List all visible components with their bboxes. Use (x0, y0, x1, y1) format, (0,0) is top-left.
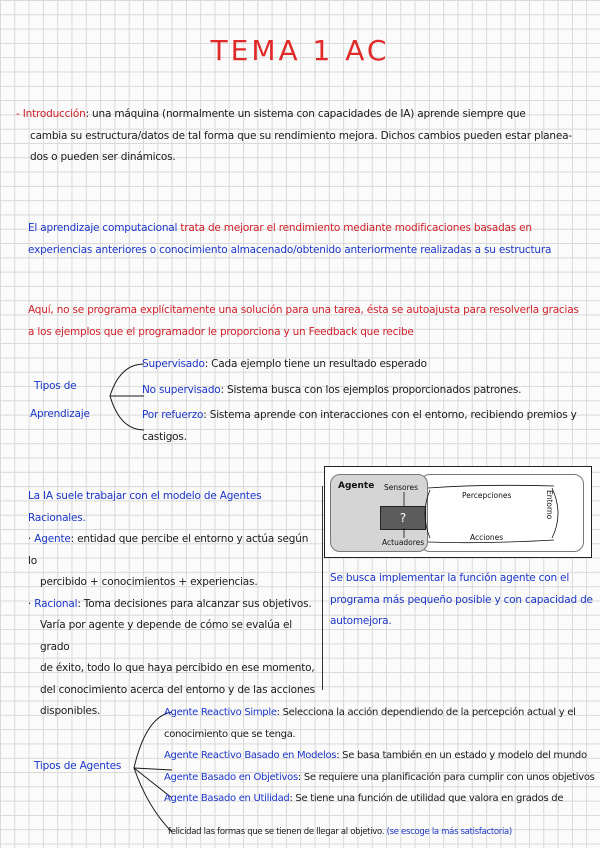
diagram-actions-label: Acciones (470, 533, 504, 542)
agent-type-utility (164, 788, 600, 810)
agent-type-name: Agente Basado en Utilidad (164, 793, 290, 804)
agents-intro: La IA suele trabajar con el modelo de Agentes Racionales. (28, 490, 262, 524)
diagram-agent-label: Agente (338, 481, 375, 491)
rational-line-5: disponibles. (40, 705, 101, 717)
agent-type-desc: : Se requiere una planificación para cumplir con unos objetivos (297, 771, 595, 783)
diagram-actuators-label: Actuadores (382, 538, 425, 547)
agent-def-line-1: · Agente: entidad que percibe el entorno y actúa según lo (28, 533, 309, 567)
learning-type-desc: : Cada ejemplo tiene un resultado esperado (204, 358, 427, 370)
agent-def-text: : entidad que percibe el entorno y actúa según lo (28, 533, 309, 567)
learning-types-brace (106, 360, 146, 436)
agent-type-name: Agente Reactivo Simple (164, 707, 277, 718)
agent-type-desc: : Se tiene una función de utilidad que valora en grados de (289, 793, 564, 804)
intro-line-3: dos o pueden ser dinámicos. (30, 151, 176, 163)
agent-type-utility-cont (168, 826, 512, 838)
learning-paragraph (28, 218, 598, 261)
agent-type-simple-cont: conocimiento que se tenga. (164, 728, 296, 740)
here-feedback: Feedback (308, 325, 358, 338)
learning-type-desc: : Sistema busca con los ejemplos proporcionados patrones. (220, 383, 522, 396)
diagram-environment-label: Entorno (545, 490, 554, 520)
intro-line-1-text: : una máquina (normalmente un sistema con capacidades de IA) aprende siempre que (85, 108, 526, 120)
action-arrow (428, 540, 554, 543)
agent-type-name: Agente Reactivo Basado en Modelos (164, 750, 337, 761)
env-edge-curve (552, 488, 558, 538)
learning-type-reinforcement (142, 405, 598, 427)
agent-type-goal (164, 767, 600, 789)
learning-type-supervised (142, 354, 598, 376)
agent-types-list (164, 702, 600, 810)
intro-line-2: cambia su estructura/datos de tal forma que su rendimiento mejora. Dichos cambios pueden estar planea- (30, 129, 572, 142)
learning-types-label-1: Tipos de (34, 380, 77, 392)
learning-line-1-c: modificaciones basadas en (394, 222, 532, 234)
rational-def-text: : Toma decisiones para alcanzar sus objetivos. (77, 597, 312, 610)
learning-term: El aprendizaje computacional (28, 222, 178, 234)
agent-edge-curve (425, 490, 430, 538)
learning-types-list (142, 354, 598, 448)
agent-function-box: ? (380, 506, 426, 530)
learning-type-name: Supervisado (142, 358, 205, 370)
rational-term: Racional (34, 597, 78, 610)
here-line-1: Aquí, no se programa explícitamente una solución para una tarea, ésta se autoajusta para resolverla gracias (28, 304, 579, 316)
learning-type-name: No supervisado (142, 383, 221, 396)
function-note-line-2: programa más pequeño posible y con capacidad de (330, 593, 593, 606)
utility-cont-note: (se escoge la más satisfactoria) (386, 827, 512, 837)
here-line-2-a: a los ejemplos que el programador le proporciona y un (28, 325, 306, 338)
rational-line-4: del conocimiento acerca del entorno y de las acciones (40, 683, 315, 696)
rational-line-1: · Racional: Toma decisiones para alcanzar sus objetivos. (28, 597, 312, 610)
agent-term: Agente (34, 533, 71, 545)
agent-type-model (164, 745, 600, 767)
diagram-arrows (324, 466, 590, 556)
agent-type-simple (164, 702, 600, 724)
agent-type-name: Agente Basado en Objetivos (164, 771, 298, 783)
brace-curve (110, 364, 144, 430)
perception-arrow (428, 485, 554, 488)
agent-types-label: Tipos de Agentes (34, 760, 122, 772)
learning-line-2-a: experiencias anteriores o conocimiento almacenado/obtenido anteriormente (28, 243, 418, 256)
learning-line-2 (28, 240, 598, 262)
column-divider (322, 486, 323, 690)
here-line-2-c: que recibe (360, 325, 414, 338)
intro-heading: - Introducción (16, 108, 86, 120)
learning-type-desc: : Sistema aprende con interacciones con el entorno, recibiendo premios y (203, 409, 577, 421)
agent-def-line-2: percibido + conocimientos + experiencias. (40, 576, 258, 588)
learning-types-label-2: Aprendizaje (30, 408, 90, 420)
learning-type-reinforcement-cont: castigos. (142, 430, 187, 443)
intro-line-1 (16, 104, 596, 126)
intro-paragraph (16, 104, 596, 169)
learning-type-name: Por refuerzo (142, 409, 204, 421)
function-note-line-3: automejora. (330, 615, 392, 627)
diagram-sensors-label: Sensores (384, 483, 419, 492)
function-note-line-1: Se busca implementar la función agente con el (330, 572, 570, 584)
learning-line-1-b: trata de mejorar el rendimiento mediante (180, 222, 392, 234)
here-line-2 (28, 322, 598, 344)
rational-line-2: Varía por agente y depende de cómo se evalúa el grado (40, 619, 292, 653)
utility-cont-text: felicidad las formas que se tienen de llegar al objetivo. (168, 827, 385, 837)
learning-line-2-b: realizadas a su estructura (420, 243, 552, 256)
diagram-perceptions-label: Percepciones (462, 491, 512, 500)
agent-type-desc: : Se basa también en un estado y modelo del mundo (336, 750, 587, 761)
page-title: TEMA 1 AC (210, 34, 390, 67)
agent-type-desc: : Selecciona la acción dependiendo de la percepción actual y el (276, 707, 576, 718)
rational-line-3: de éxito, todo lo que haya percibido en ese momento, (40, 662, 315, 674)
learning-line-1 (28, 218, 598, 240)
learning-type-unsupervised (142, 380, 598, 402)
here-paragraph (28, 300, 598, 343)
agents-paragraph (28, 486, 320, 723)
function-note (330, 568, 598, 633)
